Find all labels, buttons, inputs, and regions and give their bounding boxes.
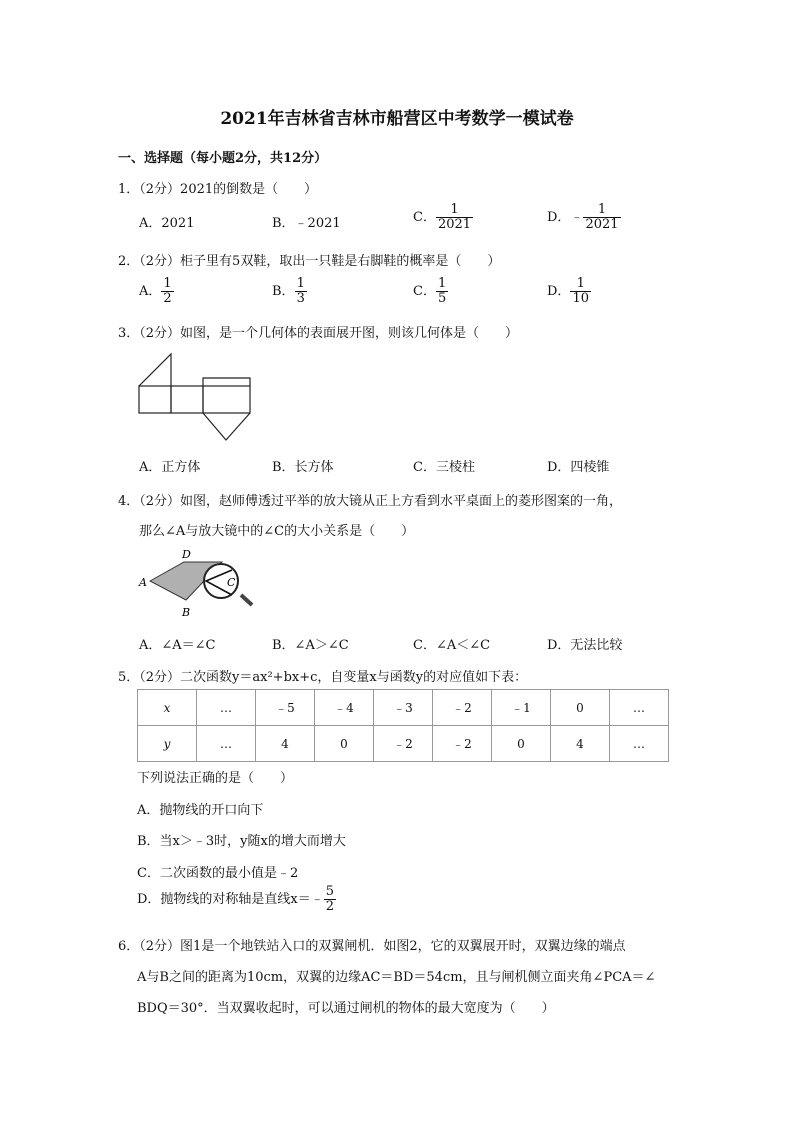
question-1-option-c[interactable] (413, 203, 473, 232)
table-cell: 4 (256, 726, 315, 762)
question-2-option-d[interactable] (547, 277, 591, 306)
label-d: D (182, 548, 191, 561)
question-4-stem-line-1: 4．（2分）如图，赵师傅透过平举的放大镜从正上方看到水平桌面上的菱形图案的一角， (118, 494, 623, 509)
table-row-y (138, 726, 669, 762)
net-rect-top (203, 378, 250, 386)
label-c: C (227, 576, 236, 589)
table-cell: ﹣2 (374, 726, 433, 762)
denominator: 10 (572, 291, 589, 306)
label-b: B (182, 606, 191, 619)
net-rect-3 (203, 386, 250, 413)
option-label: D． (547, 284, 571, 299)
question-3-option-c[interactable]: C．三棱柱 (413, 460, 475, 475)
magnifier-handle (241, 595, 252, 605)
numerator: 1 (437, 276, 447, 291)
option-label: D．﹣ (547, 210, 584, 225)
question-4-option-a[interactable]: A．∠A＝∠C (139, 638, 216, 653)
question-1-stem: 1．（2分）2021的倒数是（ ） (118, 182, 318, 197)
question-5-stem: 5．（2分）二次函数y＝ax²+bx+c，自变量x与函数y的对应值如下表： (118, 670, 528, 685)
question-4-option-b[interactable]: B．∠A＞∠C (272, 638, 349, 653)
table-cell: ﹣4 (315, 690, 374, 726)
table-cell: x (138, 690, 197, 726)
numerator: 5 (325, 884, 335, 899)
question-3-option-a[interactable]: A．正方体 (139, 460, 201, 475)
denominator: 2 (163, 291, 172, 306)
denominator: 5 (437, 291, 447, 306)
numerator: 1 (163, 276, 172, 291)
question-1-option-d[interactable] (547, 203, 621, 232)
option-label: D．抛物线的对称轴是直线x＝﹣ (137, 892, 324, 907)
table-cell: ﹣5 (256, 690, 315, 726)
question-5-option-d[interactable] (137, 885, 336, 914)
question-2-option-c[interactable] (413, 277, 448, 306)
denominator: 2021 (585, 217, 619, 232)
option-label: C． (413, 284, 436, 299)
fraction (436, 277, 448, 306)
fraction (295, 277, 307, 306)
option-label: B． (272, 284, 295, 299)
denominator: 2021 (437, 217, 472, 232)
denominator: 3 (296, 291, 305, 306)
numerator: 1 (597, 202, 607, 217)
net-triangle-top (139, 354, 171, 386)
fraction (161, 277, 173, 306)
table-cell: 4 (551, 726, 610, 762)
question-1-option-b[interactable]: B．﹣2021 (272, 216, 341, 231)
question-4-stem-line-2: 那么∠A与放大镜中的∠C的大小关系是（ ） (139, 524, 415, 539)
fraction (436, 203, 473, 232)
net-triangle-bottom (203, 413, 250, 440)
numerator: 1 (450, 202, 459, 217)
table-cell: 0 (315, 726, 374, 762)
question-2-stem: 2．（2分）柜子里有5双鞋，取出一只鞋是右脚鞋的概率是（ ） (118, 254, 501, 269)
table-cell: … (197, 690, 256, 726)
table-cell: y (138, 726, 197, 762)
net-diagram (130, 348, 270, 443)
net-square-1 (139, 386, 171, 413)
table-cell: 0 (492, 726, 551, 762)
question-3-option-d[interactable]: D．四棱锥 (547, 460, 610, 475)
net-square-2 (171, 386, 203, 413)
table-cell: ﹣2 (433, 690, 492, 726)
question-4-option-d[interactable]: D．无法比较 (547, 638, 623, 653)
numerator: 1 (296, 276, 305, 291)
table-cell: … (610, 690, 669, 726)
question-6-line-3: BDQ＝30°．当双翼收起时，可以通过闸机的物体的最大宽度为（ ） (137, 1001, 555, 1016)
question-1-option-a[interactable]: A．2021 (139, 216, 195, 231)
table-cell: ﹣1 (492, 690, 551, 726)
question-2-option-a[interactable] (139, 277, 174, 306)
question-6-line-1: 6．（2分）图1是一个地铁站入口的双翼闸机．如图2，它的双翼展开时，双翼边缘的端点 (118, 939, 626, 954)
table-cell: 0 (551, 690, 610, 726)
question-2-option-b[interactable] (272, 277, 307, 306)
question-5-option-a[interactable]: A．抛物线的开口向下 (137, 803, 264, 818)
fraction (583, 203, 620, 232)
section-heading: 一、选择题（每小题2分，共12分） (118, 151, 328, 166)
page-title: 2021年吉林省吉林市船营区中考数学一模试卷 (220, 109, 574, 129)
option-label: A． (139, 284, 162, 299)
table-cell: ﹣2 (433, 726, 492, 762)
question-3-option-b[interactable]: B．长方体 (272, 460, 334, 475)
denominator: 2 (325, 899, 335, 914)
fraction (570, 277, 591, 306)
value-table (137, 689, 669, 762)
table-cell: … (610, 726, 669, 762)
table-cell: ﹣3 (374, 690, 433, 726)
magnifier-diagram (134, 548, 260, 620)
table-cell: … (197, 726, 256, 762)
question-4-option-c[interactable]: C．∠A＜∠C (413, 638, 491, 653)
question-3-stem: 3．（2分）如图，是一个几何体的表面展开图，则该几何体是（ ） (118, 326, 519, 341)
question-6-line-2: A与B之间的距离为10cm，双翼的边缘AC＝BD＝54cm，且与闸机侧立面夹角∠PCA＝∠ (137, 970, 656, 985)
option-label: C． (413, 210, 436, 225)
question-5-option-b[interactable]: B．当x＞﹣3时，y随x的增大而增大 (137, 834, 346, 849)
label-a: A (139, 576, 147, 589)
question-5-prompt: 下列说法正确的是（ ） (137, 771, 294, 786)
numerator: 1 (576, 276, 585, 291)
table-row-x (138, 690, 669, 726)
fraction (324, 885, 336, 914)
question-5-option-c[interactable]: C．二次函数的最小值是﹣2 (137, 866, 299, 881)
